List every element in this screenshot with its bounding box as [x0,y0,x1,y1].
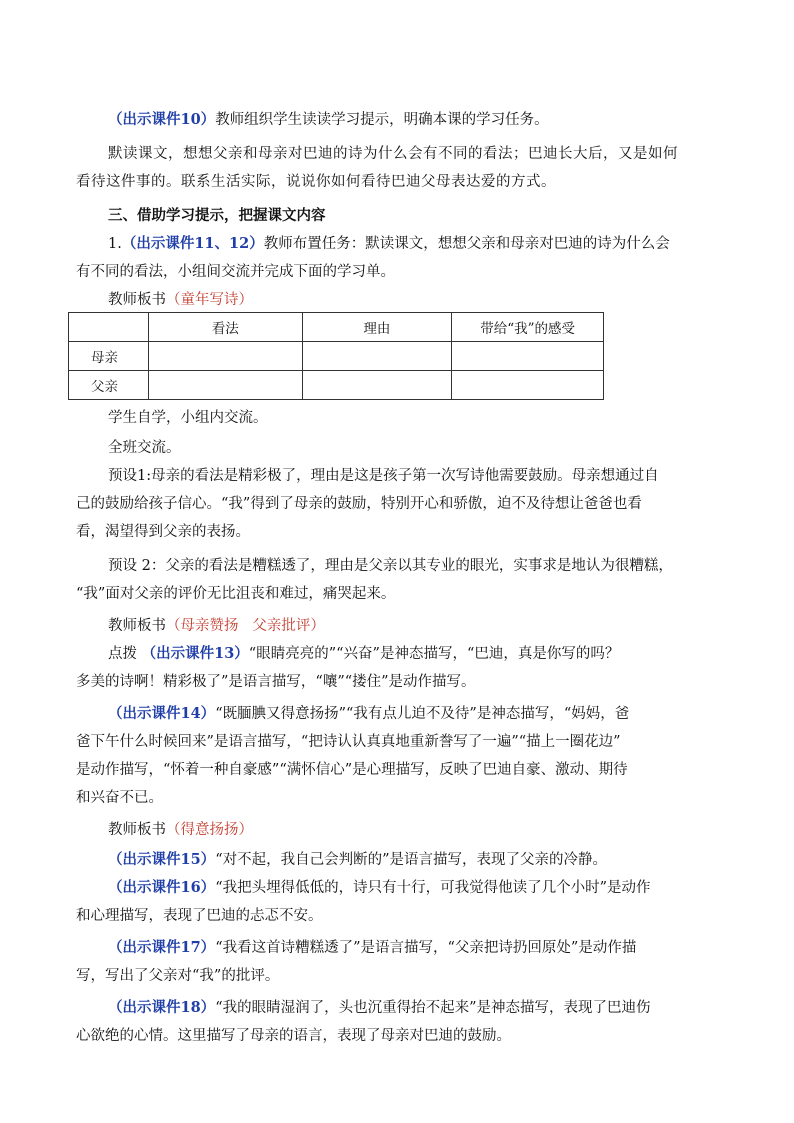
table-row-label: 父亲 [69,371,149,400]
table-row [69,342,604,371]
courseware-tag: （出示课件16） [108,879,216,896]
paragraph-guidance: 点拨 （出示课件13）“眼睛亮亮的”“兴奋”是神态描写，“巴迪，真是你写的吗？ 多美的诗啊！精彩极了”是语言描写，“嚷”“搂住”是动作描写。 [76,645,620,690]
paragraph-courseware-14: （出示课件14）“既腼腆又得意扬扬”“我有点儿迫不及待”是神态描写，“妈妈，爸 爸下午什么时候回来”是语言描写，“把诗认认真真地重新誊写了一遍”“描上一圈花边” 是动作描写，“怀着一种自豪感”“满怀信心”是心理描写，反映了巴迪自豪、激动、期待 和兴奋不已。 [76,705,630,806]
table-header-cell [69,313,149,342]
table-cell [452,342,604,371]
paragraph-class-exchange: 全班交流。 [108,440,181,456]
table-header-cell: 理由 [302,313,452,342]
table-row-label: 母亲 [69,342,149,371]
paragraph-learning-tip: 默读课文，想想父亲和母亲对巴迪的诗为什么会有不同的看法；巴迪长大后，又是如何 看待这件事的。联系生活实际，说说你如何看待巴迪父母表达爱的方式。 [76,146,678,190]
table-header-cell: 带给“我”的感受 [452,313,604,342]
table-header-cell: 看法 [148,313,302,342]
courseware-tag: （出示课件18） [108,999,216,1016]
courseware-tag: （出示课件14） [108,705,216,722]
paragraph-preset-1: 预设1:母亲的看法是精彩极了，理由是这是孩子第一次写诗他需要鼓励。母亲想通过自 己的鼓励给孩子信心。“我”得到了母亲的鼓励，特别开心和骄傲，迫不及待想让爸爸也看 看，渴望得到父亲的表扬。 [76,468,659,540]
courseware-tag: （出示课件10） [108,111,216,128]
board-note-1: 教师板书（童年写诗） [108,292,253,308]
paragraph-preset-2: 预设 2：父亲的看法是糟糕透了，理由是父亲以其专业的眼光，实事求是地认为很糟糕， “我”面对父亲的评价无比沮丧和难过，痛哭起来。 [76,558,673,602]
table-cell [148,371,302,400]
study-sheet-table [68,312,604,400]
paragraph-task-1: 1.（出示课件11、12）教师布置任务：默读课文，想想父亲和母亲对巴迪的诗为什么会 有不同的看法，小组间交流并完成下面的学习单。 [76,235,670,280]
section-heading: 三、借助学习提示，把握课文内容 [108,207,326,224]
courseware-tag: （出示课件13） [141,645,249,662]
courseware-tag: （出示课件17） [108,939,216,956]
table-cell [302,371,452,400]
table-cell [452,371,604,400]
table-row [69,371,604,400]
board-note-2: 教师板书（母亲赞扬 父亲批评） [108,618,325,634]
paragraph-courseware-15: （出示课件15）“对不起，我自己会判断的”是语言描写，表现了父亲的冷静。 [108,851,608,868]
board-note-3: 教师板书（得意扬扬） [108,822,253,838]
table-cell [302,342,452,371]
table-cell [148,342,302,371]
table-header-row [69,313,604,342]
paragraph-courseware-16: （出示课件16）“我把头埋得低低的，诗只有十行，可我觉得他读了几个小时”是动作 和心理描写，表现了巴迪的忐忑不安。 [76,879,651,924]
paragraph-courseware-17: （出示课件17）“我看这首诗糟糕透了”是语言描写，“父亲把诗扔回原处”是动作描 写，写出了父亲对“我”的批评。 [76,939,637,984]
courseware-tag: （出示课件15） [108,851,216,868]
paragraph-courseware-18: （出示课件18）“我的眼睛湿润了，头也沉重得抬不起来”是神态描写，表现了巴迪伤 心欲绝的心情。这里描写了母亲的语言，表现了母亲对巴迪的鼓励。 [76,999,651,1044]
paragraph-courseware-10: （出示课件10）教师组织学生读读学习提示，明确本课的学习任务。 [108,111,549,128]
courseware-tag: （出示课件11、12） [121,235,264,252]
paragraph-self-study: 学生自学，小组内交流。 [108,410,268,426]
